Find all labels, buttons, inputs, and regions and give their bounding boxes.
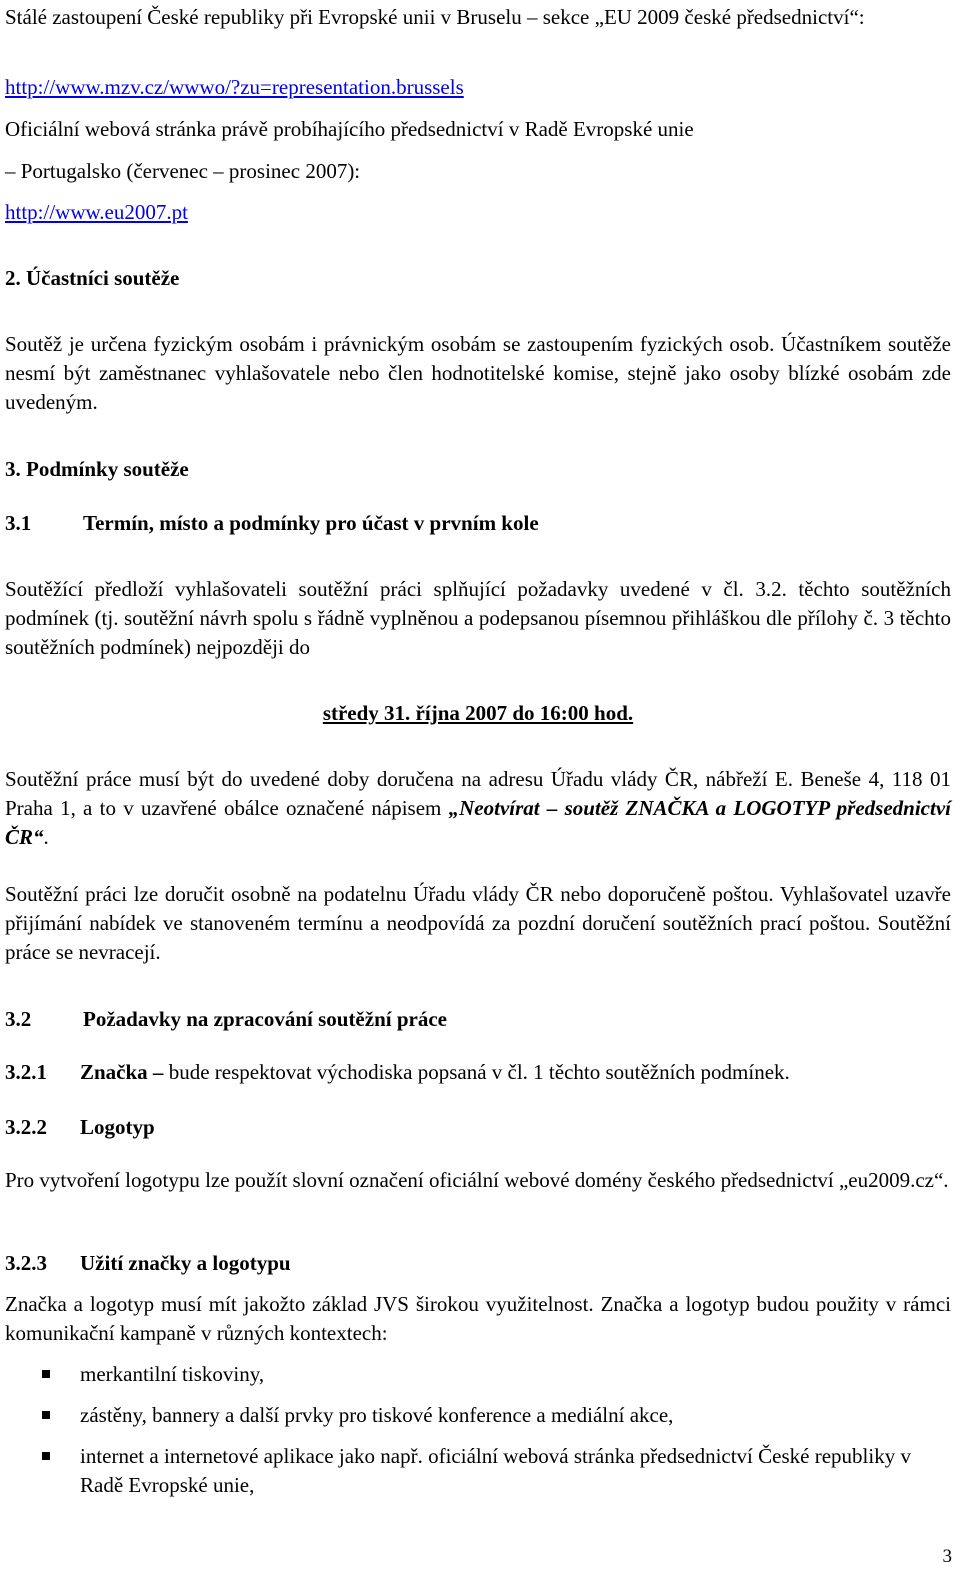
list-item-text: internet a internetové aplikace jako např. oficiální webová stránka předsednictví České republiky v Radě Evropské unie, (80, 1444, 911, 1497)
section-3-1-p2 (5, 765, 951, 852)
section-number: 3.2.1 (5, 1060, 47, 1084)
section-3-2-3-heading (5, 1249, 951, 1278)
p2-end: . (43, 825, 49, 849)
intro-line3: – Portugalsko (červenec – prosinec 2007): (5, 159, 361, 183)
section-title: Požadavky na zpracování soutěžní práce (83, 1007, 447, 1031)
envelope-label: „Neotvírat – soutěž ZNAČKA a LOGOTYP předsednictví ČR“ (5, 796, 951, 849)
section-text: bude respektovat východiska popsaná v čl. 1 těchto soutěžních podmínek. (163, 1060, 790, 1084)
section-number: 3.2 (5, 1007, 32, 1031)
section-number: 3.1 (5, 511, 32, 535)
section-3-1-p3: Soutěžní práci lze doručit osobně na podatelnu Úřadu vlády ČR nebo doporučeně poštou. Vyhlašovatel uzavře přijímání nabídek ve stanoveném termínu a neodpovídá za pozdní doručení soutěžních prací poštou. Soutěžní práce se nevracejí. (5, 882, 951, 964)
list-item-text: merkantilní tiskoviny, (80, 1362, 265, 1386)
eu2007-link[interactable]: http://www.eu2007.pt (5, 200, 188, 224)
section-number: 3.2.2 (5, 1115, 47, 1139)
section-title: Logotyp (80, 1115, 155, 1139)
intro-link2-row (5, 198, 951, 227)
section-title: Užití značky a logotypu (80, 1251, 291, 1275)
section-3-2-1 (5, 1058, 951, 1087)
section-3-2-heading (5, 1005, 951, 1034)
section-number: 3.2.3 (5, 1251, 47, 1275)
section-title: Termín, místo a podmínky pro účast v prvním kole (83, 511, 539, 535)
representation-link[interactable]: http://www.mzv.cz/wwwo/?zu=representation.brussels (5, 75, 464, 99)
section-2-text: Soutěž je určena fyzickým osobám i právnickým osobám se zastoupením fyzických osob. Účastníkem soutěže nesmí být zaměstnanec vyhlašovatele nebo člen hodnotitelské komise, stejně jako osoby blízké osobám zde uvedeným. (5, 332, 951, 414)
list-item-text: zástěny, bannery a další prvky pro tiskové konference a mediální akce, (80, 1403, 674, 1427)
bullet-square-icon (42, 1452, 50, 1460)
page-number: 3 (942, 1546, 952, 1567)
section-3-2-3-text: Značka a logotyp musí mít jakožto základ JVS širokou využitelnost. Značka a logotyp budou použity v rámci komunikační kampaně v různých kontextech: (5, 1292, 951, 1345)
section-title: Značka – (80, 1060, 164, 1084)
list-item (5, 1360, 951, 1389)
section-2-heading: 2. Účastníci soutěže (5, 266, 180, 290)
intro-link1-row (5, 73, 951, 102)
bullet-square-icon (42, 1411, 50, 1419)
usage-list (5, 1360, 951, 1500)
bullet-square-icon (42, 1370, 50, 1378)
section-3-1-heading (5, 509, 951, 538)
intro-line1: Stálé zastoupení České republiky při Evropské unii v Bruselu – sekce „EU 2009 české předsednictví“: (5, 5, 865, 29)
p2-start: Soutěžní práce musí být do uvedené doby doručena na adresu Úřadu vlády ČR, nábřeží E. Beneše 4, 118 01 Praha 1, a to v uzavřené obálce označené nápisem (5, 767, 951, 820)
section-3-heading: 3. Podmínky soutěže (5, 457, 189, 481)
deadline: středy 31. října 2007 do 16:00 hod. (322, 701, 634, 725)
section-3-1-p1: Soutěžící předloží vyhlašovateli soutěžní práci splňující požadavky uvedené v čl. 3.2. těchto soutěžních podmínek (tj. soutěžní návrh spolu s řádně vyplněnou a podepsanou písemnou přihláškou dle přílohy č. 3 těchto soutěžních podmínek) nejpozději do (5, 577, 951, 659)
intro-line2: Oficiální webová stránka právě probíhajícího předsednictví v Radě Evropské unie (5, 117, 694, 141)
deadline-row (5, 699, 951, 728)
section-3-2-2-text: Pro vytvoření logotypu lze použít slovní označení oficiální webové domény českého předsednictví „eu2009.cz“. (5, 1168, 949, 1192)
list-item (5, 1401, 951, 1430)
section-3-2-2-heading (5, 1113, 951, 1142)
list-item (5, 1442, 951, 1500)
